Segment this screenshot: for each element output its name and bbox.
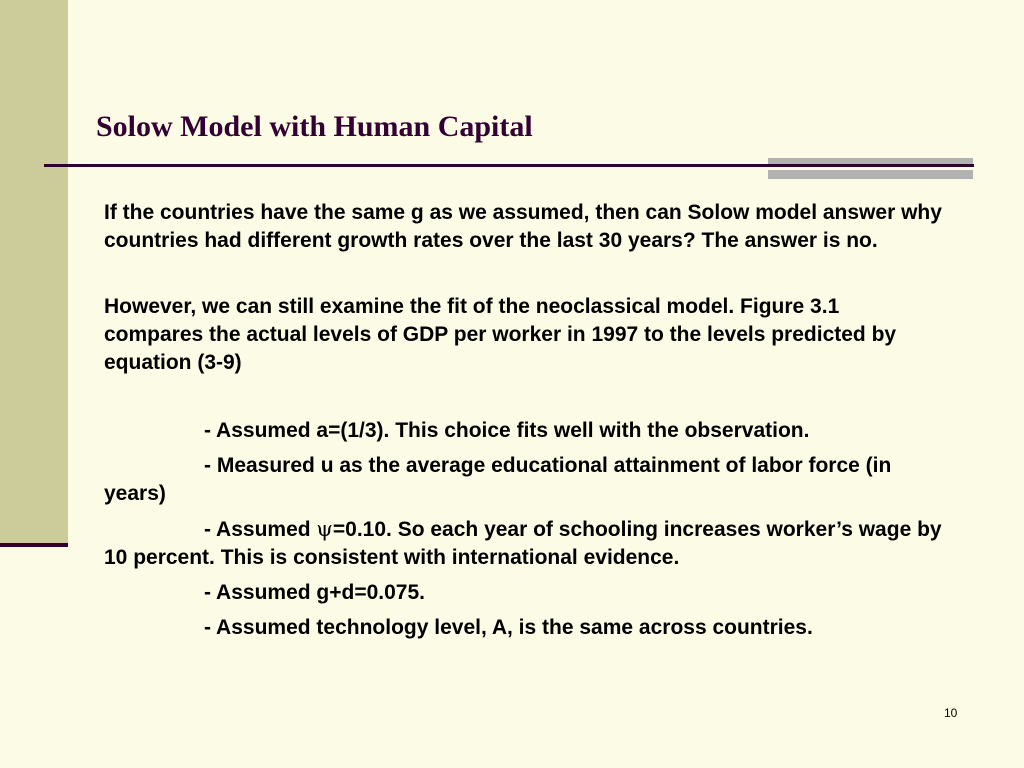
assumption-psi-prefix: - Assumed [204, 518, 317, 541]
sidebar-band [0, 0, 68, 543]
title-accent-bar-lower [768, 170, 973, 179]
assumption-item-growth-depreciation: - Assumed g+d=0.075. [204, 581, 425, 604]
assumption-psi-text: =0.10. So each year of schooling increases worker’s wage by 10 percent. This is consistent with international evidence. [104, 518, 942, 569]
assumption-item-psi [104, 515, 954, 572]
slide-body [104, 199, 964, 649]
slide-title: Solow Model with Human Capital [96, 110, 533, 143]
assumption-item-technology: - Assumed technology level, A, is the same across countries. [204, 616, 813, 639]
sidebar-underline [0, 543, 68, 547]
assumption-item-education: - Measured u as the average educational attainment of labor force (in years) [104, 454, 892, 505]
title-divider [44, 164, 974, 167]
assumption-item-alpha: - Assumed a=(1/3). This choice fits well with the observation. [204, 419, 810, 442]
assumptions-list [104, 417, 964, 642]
page-number: 10 [944, 706, 958, 720]
paragraph-growth-question: If the countries have the same g as we assumed, then can Solow model answer why countries had different growth rates over the last 30 years? The answer is no. [104, 201, 942, 252]
psi-symbol: ψ [316, 517, 333, 541]
paragraph-neoclassical-fit: However, we can still examine the fit of the neoclassical model. Figure 3.1 compares the actual levels of GDP per worker in 1997 to the levels predicted by equation (3-9) [104, 295, 897, 374]
